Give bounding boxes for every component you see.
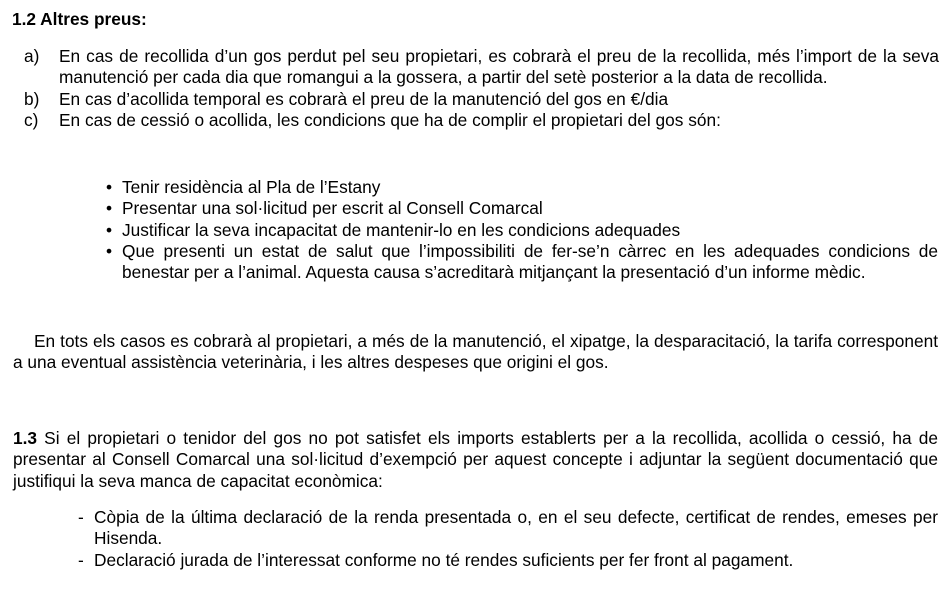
condition-text: Justificar la seva incapacitat de mantenir-lo en les condicions adequades (122, 219, 681, 240)
list-marker: c) (24, 109, 39, 130)
document-text: Còpia de la última declaració de la renda presentada o, en el seu defecte, certificat de rendes, emeses per Hisenda. (94, 507, 938, 549)
bullet-marker: • (106, 240, 113, 261)
condition-item (106, 198, 938, 219)
list-item-text: En cas de cessió o acollida, les condicions que ha de complir el propietari del gos són: (59, 109, 721, 130)
condition-text: Tenir residència al Pla de l’Estany (122, 177, 381, 197)
price-cases-list (24, 46, 939, 131)
bullet-marker: • (106, 219, 113, 240)
condition-text: Presentar una sol·licitud per escrit al Consell Comarcal (122, 198, 543, 219)
list-item-text: En cas d’acollida temporal es cobrarà el preu de la manutenció del gos en €/dia (59, 88, 669, 109)
list-item-a (24, 46, 939, 89)
document-text: Declaració jurada de l’interessat conforme no té rendes suficients per fer front al pagament. (94, 549, 794, 570)
list-item-b (24, 89, 939, 110)
condition-item (106, 220, 938, 241)
condition-item (106, 241, 938, 284)
bullet-marker: • (106, 198, 113, 219)
list-item-text: En cas de recollida d’un gos perdut pel seu propietari, es cobrarà el preu de la recollida, més l’import de la seva manutenció per cada dia que romangui a la gossera, a partir del setè posterior a la data de recollida. (59, 46, 939, 88)
list-item-c (24, 110, 939, 131)
condition-text: Que presenti un estat de salut que l’impossibiliti de fer-se’n càrrec en les adequades condicions de benestar per a l’animal. Aquesta causa s’acreditarà mitjançant la presentació d’un informe mèdic. (122, 240, 938, 283)
section-number-1-3: 1.3 (13, 428, 38, 448)
list-marker: b) (24, 88, 40, 109)
closing-paragraph: En tots els casos es cobrarà al propietari, a més de la manutenció, el xipatge, la desparacitació, la tarifa corresponent a una eventual assistència veterinària, i les altres despeses que origini el gos. (13, 331, 938, 373)
dash-marker: - (78, 507, 84, 527)
condition-item (106, 177, 938, 198)
section-heading-1-2: 1.2 Altres preus: (12, 9, 147, 29)
section-paragraph-1-3 (13, 428, 938, 492)
document-item (78, 550, 938, 571)
documents-list (78, 507, 938, 571)
conditions-list (106, 177, 938, 283)
bullet-marker: • (106, 177, 113, 197)
document-item (78, 507, 938, 550)
list-marker: a) (24, 46, 40, 66)
dash-marker: - (78, 549, 84, 570)
section-text-1-3: Si el propietari o tenidor del gos no pot satisfet els imports establerts per a la recollida, acollida o cessió, ha de presentar al Consell Comarcal una sol·licitud d’exempció per aquest concepte i adjuntar la següent documentació que justifiqui la seva manca de capacitat econòmica: (13, 428, 938, 491)
